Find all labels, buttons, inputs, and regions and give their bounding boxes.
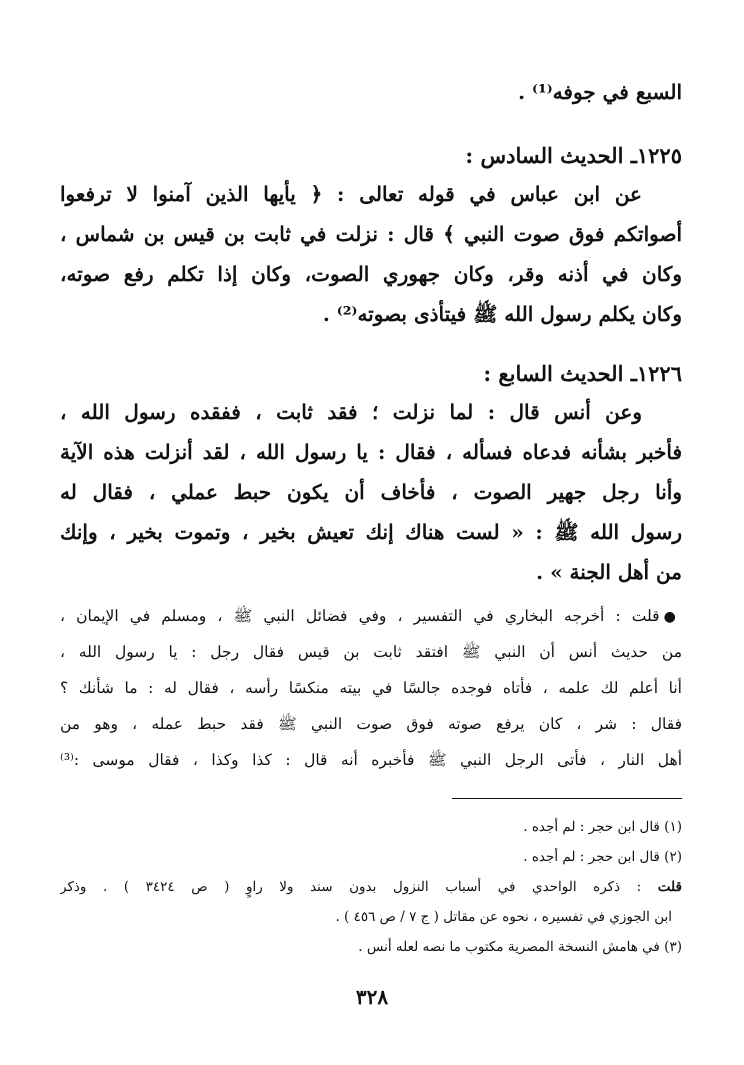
footnote-3: (٣) في هامش النسخة المصرية مكتوب ما نصه لعله أنس . xyxy=(358,939,682,955)
text-line: وكان يكلم رسول الله ﷺ فيتأذى بصوته⁽²⁾ . xyxy=(322,302,682,326)
text-line: فأخبر بشأنه فدعاه فسأله ، فقال : يا رسول الله ، لقد أنزلت هذه الآية xyxy=(60,440,682,464)
footnote-2-comment: قلت : ذكره الواحدي في أسباب النزول بدون سند ولا راوٍ ( ص ٣٤٢٤ ) . وذكر xyxy=(60,879,682,895)
continuation-line: السبع في جوفه⁽¹⁾ . xyxy=(518,80,682,104)
text-line: وعن أنس قال : لما نزلت ؛ فقد ثابت ، ففقده رسول الله ، xyxy=(60,400,642,424)
text-line: أصواتكم فوق صوت النبي ﴾ قال : نزلت في ثابت بن قيس بن شماس ، xyxy=(60,222,682,246)
page-number: ٣٢٨ xyxy=(355,985,389,1009)
note-line: ●قلت : أخرجه البخاري في التفسير ، وفي فضائل النبي ﷺ ، ومسلم في الإيمان ، xyxy=(60,607,682,625)
footnote-divider xyxy=(452,798,682,799)
note-line: فقال : شر ، كان يرفع صوته فوق صوت النبي ﷺ فقد حبط عمله ، وهو من xyxy=(60,715,682,733)
note-line: أنا أعلم لك علمه ، فأتاه فوجده جالسًا في بيته منكسًا رأسه ، فقال له : ما شأنك ؟ xyxy=(60,679,682,697)
text-line: رسول الله ﷺ : « لست هناك إنك تعيش بخير ، وتموت بخير ، وإنك xyxy=(60,520,682,544)
text-line: من أهل الجنة » . xyxy=(536,560,682,584)
bullet-icon: ● xyxy=(663,609,682,625)
footnote-2: (٢) قال ابن حجر : لم أجده . xyxy=(523,849,682,865)
text-line: وأنا رجل جهير الصوت ، فأخاف أن يكون حبط عملي ، فقال له xyxy=(60,480,682,504)
text-line: عن ابن عباس في قوله تعالى : ﴿ يأيها الذين آمنوا لا ترفعوا xyxy=(60,182,642,206)
footnote-2-comment-cont: ابن الجوزي في تفسيره ، نحوه عن مقاتل ( ج ٧ / ص ٤٥٦ ) . xyxy=(335,909,672,925)
hadith-1225-heading: ١٢٢٥ـ الحديث السادس : xyxy=(465,143,682,168)
text-line: وكان في أذنه وقر، وكان جهوري الصوت، وكان إذا تكلم رفع صوته، xyxy=(60,262,682,286)
footnote-1: (١) قال ابن حجر : لم أجده . xyxy=(523,819,682,835)
note-line: من حديث أنس أن النبي ﷺ افتقد ثابت بن قيس فقال رجل : يا رسول الله ، xyxy=(60,643,682,661)
hadith-1226-heading: ١٢٢٦ـ الحديث السابع : xyxy=(483,361,682,386)
note-line: أهل النار ، فأتى الرجل النبي ﷺ فأخبره أنه قال : كذا وكذا ، فقال موسى :⁽³⁾ xyxy=(60,751,682,769)
